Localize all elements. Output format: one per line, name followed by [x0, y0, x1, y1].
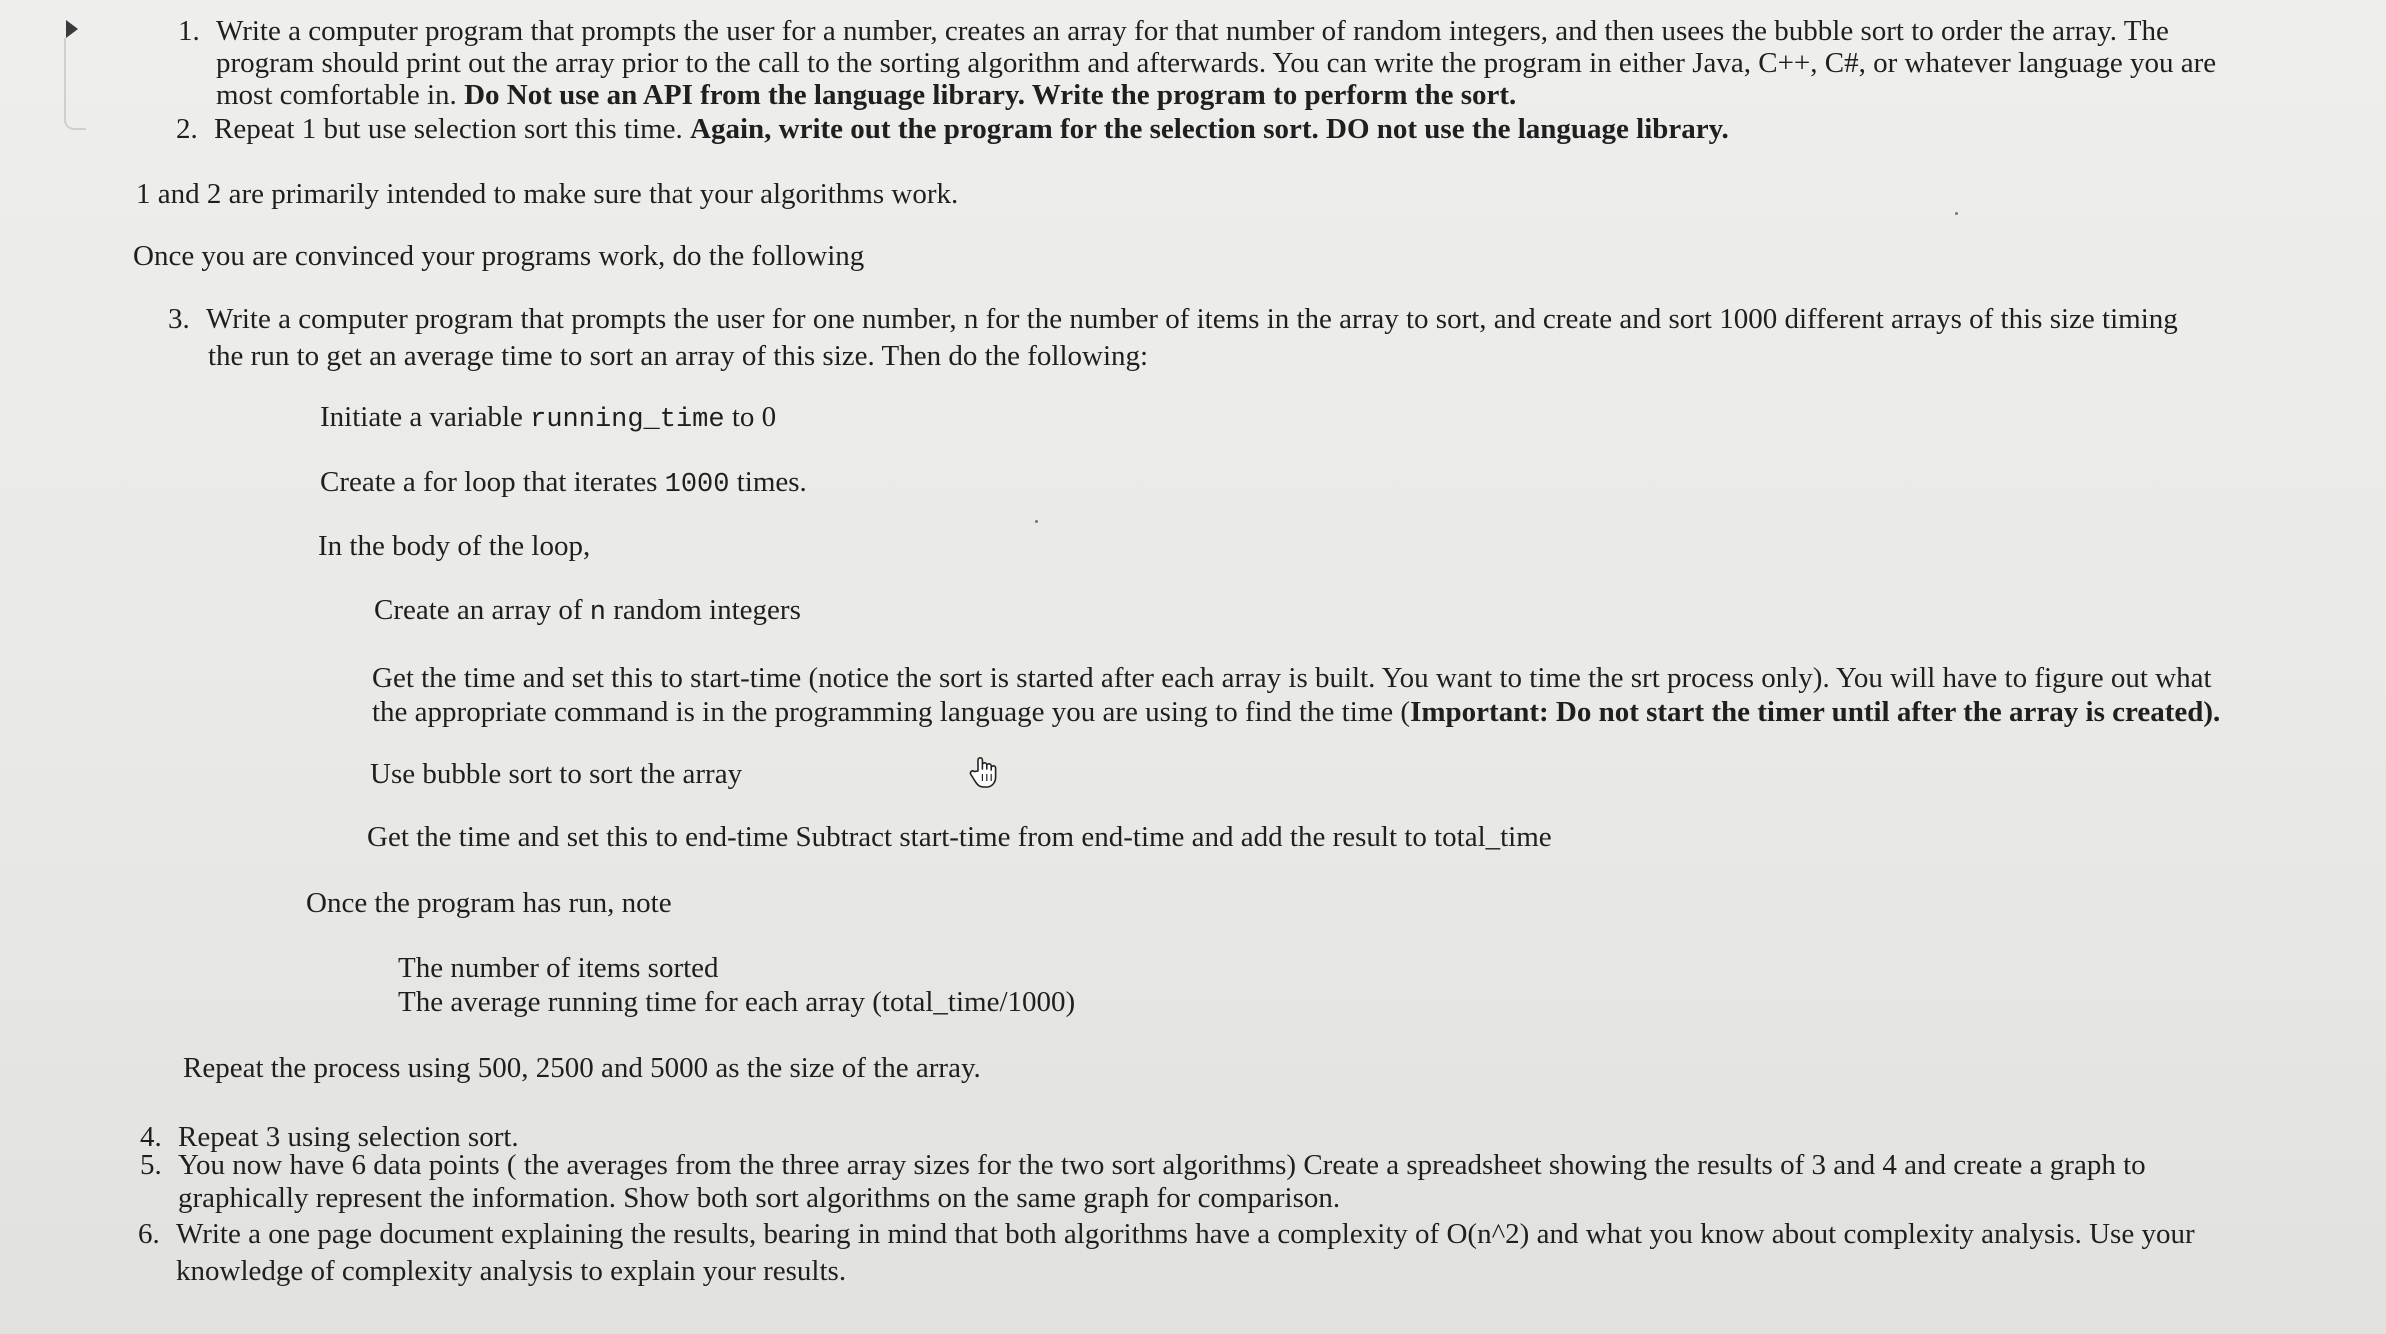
item-2-number: 2. — [176, 113, 198, 145]
item-1-line-1: 1. Write a computer program that prompts the user for a number, creates an array for that number of random integers, and then usees the bubble sort to order the array. The — [178, 15, 2169, 47]
item-1-number: 1. — [178, 15, 200, 47]
item-4: 4. Repeat 3 using selection sort. — [140, 1121, 519, 1153]
step-loop: Create a for loop that iterates 1000 times. — [320, 466, 807, 500]
step-body: In the body of the loop, — [318, 530, 591, 562]
item-1-line-3: most comfortable in. Do Not use an API from the language library. Write the program to perform the sort. — [216, 79, 1517, 111]
item-6-line-2: knowledge of complexity analysis to explain your results. — [176, 1255, 847, 1287]
item-5-line-2: graphically represent the information. Show both sort algorithms on the same graph for comparison. — [178, 1182, 1341, 1214]
speck — [1955, 212, 1958, 215]
step-bubble-sort: Use bubble sort to sort the array — [370, 758, 743, 790]
item-4-number: 4. — [140, 1121, 162, 1153]
margin-bracket — [64, 38, 86, 130]
step-create-array: Create an array of n random integers — [374, 594, 801, 628]
repeat-instruction: Repeat the process using 500, 2500 and 5000 as the size of the array. — [183, 1052, 981, 1084]
item-5-line-1: 5. You now have 6 data points ( the averages from the three array sizes for the two sort algorithms) Create a spreadsheet showing the results of 3 and 4 and create a graph to — [140, 1149, 2146, 1181]
item-5-number: 5. — [140, 1149, 162, 1181]
item-3-line-2: the run to get an average time to sort an array of this size. Then do the following: — [208, 340, 1149, 372]
item-2: 2. Repeat 1 but use selection sort this time. Again, write out the program for the selection sort. DO not use the language library. — [176, 113, 1729, 145]
item-6-number: 6. — [138, 1218, 160, 1250]
item-1-line-2: program should print out the array prior to the call to the sorting algorithm and afterwards. You can write the program in either Java, C++, C#, or whatever language you are — [216, 47, 2217, 79]
item-6-line-1: 6. Write a one page document explaining the results, bearing in mind that both algorithms have a complexity of O(n^2) and what you know about complexity analysis. Use your — [138, 1218, 2195, 1250]
step-end-time: Get the time and set this to end-time Subtract start-time from end-time and add the result to total_time — [367, 821, 1552, 853]
item-3-line-1: 3. Write a computer program that prompts the user for one number, n for the number of items in the array to sort, and create and sort 1000 different arrays of this size timing — [168, 303, 2178, 335]
note-average-time: The average running time for each array (total_time/1000) — [398, 986, 1076, 1018]
disclosure-arrow-icon[interactable] — [66, 20, 78, 38]
note-purpose: 1 and 2 are primarily intended to make sure that your algorithms work. — [136, 178, 959, 210]
hand-cursor-icon — [968, 755, 1000, 789]
step-start-time-line-1: Get the time and set this to start-time (notice the sort is started after each array is built. You want to time the srt process only). You will have to figure out what — [372, 662, 2212, 694]
note-items-sorted: The number of items sorted — [398, 952, 719, 984]
speck — [1035, 520, 1038, 523]
step-start-time-line-2: the appropriate command is in the programming language you are using to find the time (Important: Do not start the timer until after the array is created). — [372, 696, 2221, 728]
step-init: Initiate a variable running_time to 0 — [320, 401, 777, 435]
note-program-run: Once the program has run, note — [306, 887, 672, 919]
item-3-number: 3. — [168, 303, 190, 335]
note-once: Once you are convinced your programs work, do the following — [133, 240, 865, 272]
